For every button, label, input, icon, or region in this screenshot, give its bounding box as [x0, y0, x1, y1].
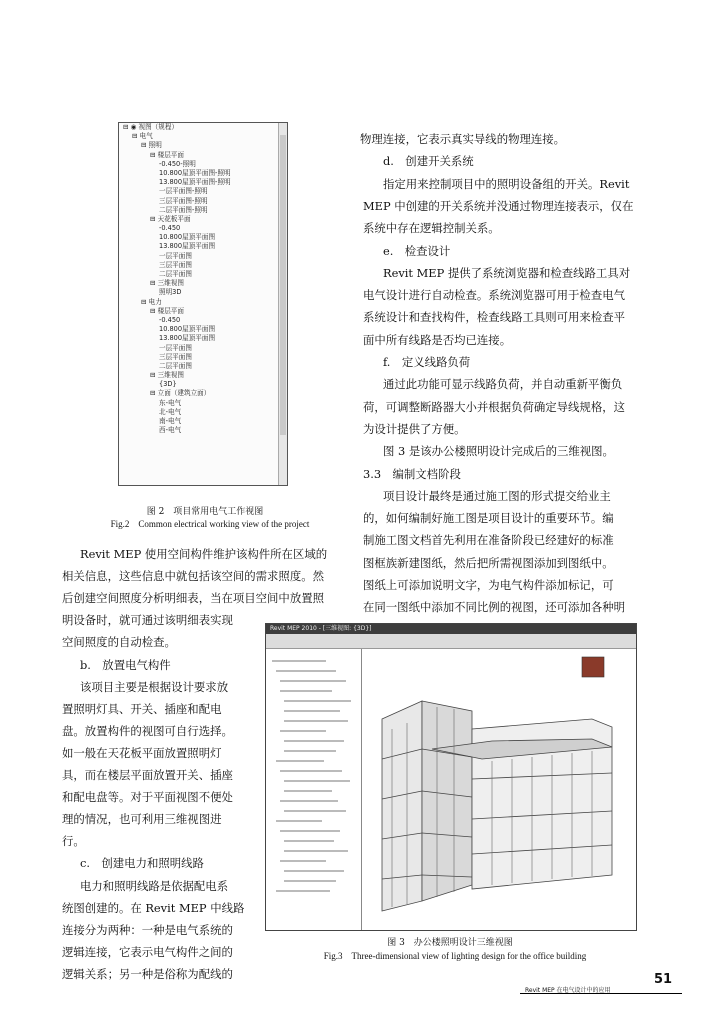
left-paragraph-line: 具，而在楼层平面放置开关、插座 — [62, 768, 233, 782]
figure2-caption-en: Fig.2 Common electrical working view of the project — [110, 519, 310, 529]
tree-item[interactable]: 南-电气 — [159, 417, 182, 425]
figure3-screenshot — [265, 623, 637, 931]
right-paragraph-line: 制施工图文档首先利用在准备阶段已经建好的标准 — [363, 533, 614, 548]
right-paragraph-line: MEP 中创建的开关系统并没通过物理连接表示，仅在 — [363, 198, 634, 213]
left-paragraph-line: 相关信息，这些信息中就包括该空间的需求照度。然 — [62, 569, 324, 584]
left-paragraph-line: 电力和照明线路是依据配电系 — [80, 878, 229, 893]
left-paragraph-line: c. 创建电力和照明线路 — [80, 856, 204, 871]
tree-item[interactable]: ⊟ 照明 — [141, 141, 162, 150]
figure3-window-title: Revit MEP 2010 - [三维视图: {3D}] — [266, 624, 636, 634]
running-title: Revit MEP 在电气设计中的应用 — [525, 987, 611, 994]
figure3-toolbar — [266, 634, 636, 649]
right-paragraph-line: d. 创建开关系统 — [383, 154, 474, 169]
tree-item[interactable]: 13.800屋顶平面图 — [159, 334, 216, 343]
figure2-caption-cn: 图 2 项目常用电气工作视图 — [146, 507, 264, 517]
left-paragraph-line: 连接分为两种：一种是电气系统的 — [62, 922, 233, 937]
tree-item[interactable]: 三层平面图 — [159, 260, 192, 269]
right-paragraph-line: f. 定义线路负荷 — [383, 355, 471, 369]
tree-item[interactable]: ⊟ 电气 — [132, 132, 153, 141]
tree-item[interactable]: ⊟ ◉ 视图（规程） — [123, 123, 179, 131]
tree-item[interactable]: 二层平面图 — [159, 361, 192, 370]
left-paragraph-line: 和配电盘等。对于平面视图不便处 — [62, 790, 233, 805]
tree-item[interactable]: {3D} — [159, 380, 177, 389]
left-paragraph-line: 盘。放置构件的视图可自行选择。 — [62, 723, 233, 738]
tree-item[interactable]: 10.800屋顶平面图-照明 — [159, 168, 231, 177]
right-paragraph-line: 的，如何编制好施工图是项目设计的重要环节。编 — [363, 511, 614, 526]
right-paragraph-line: 系统设计和查找构件，检查线路工具则可用来检查平 — [363, 310, 625, 325]
left-paragraph-line: 空间照度的自动检查。 — [62, 635, 176, 650]
tree-item[interactable]: 东-电气 — [159, 398, 182, 407]
tree-item[interactable]: 一层平面图 — [159, 251, 192, 260]
left-paragraph-line: 如一般在天花板平面放置照明灯 — [62, 745, 222, 760]
left-paragraph-line: 行。 — [62, 834, 85, 849]
viewcube-icon[interactable] — [582, 657, 604, 677]
right-paragraph-line: 指定用来控制项目中的照明设备组的开关。Revit — [383, 176, 630, 191]
tree-item[interactable]: ⊟ 三维视图 — [150, 279, 184, 288]
right-paragraph-line: 项目设计最终是通过施工图的形式提交给业主 — [383, 488, 611, 503]
tree-item[interactable]: -0.450 — [159, 224, 181, 233]
page-number: 51 — [654, 972, 673, 987]
tree-item[interactable]: -0.450 — [159, 315, 181, 324]
tree-item[interactable]: ⊟ 三维视图 — [150, 371, 184, 380]
tree-item[interactable]: 西-电气 — [159, 426, 182, 435]
tree-item[interactable]: 10.800屋顶平面图 — [159, 325, 216, 334]
tree-item[interactable]: 照明3D — [159, 288, 182, 297]
right-paragraph-line: 通过此功能可显示线路负荷，并自动重新平衡负 — [383, 377, 623, 392]
right-paragraph-line: 物理连接，它表示真实导线的物理连接。 — [360, 132, 566, 146]
left-paragraph-line: 该项目主要是根据设计要求放 — [80, 679, 229, 694]
figure2-project-browser — [118, 122, 288, 486]
tree-item[interactable]: 三层平面图-照明 — [159, 196, 208, 205]
tree-item[interactable]: ⊟ 楼层平面 — [150, 150, 184, 159]
left-paragraph-line: 统图创建的。在 Revit MEP 中线路 — [62, 900, 245, 915]
left-paragraph-line: 后创建空间照度分析明细表，当在项目空间中放置照 — [62, 591, 324, 606]
tree-item[interactable]: -0.450-照明 — [159, 159, 196, 168]
right-paragraph-line: 为设计提供了方便。 — [363, 421, 466, 436]
left-paragraph-line: 理的情况，也可利用三维视图进 — [62, 812, 222, 827]
tree-item[interactable]: 一层平面图-照明 — [159, 187, 208, 196]
tree-item[interactable]: 北-电气 — [159, 407, 182, 416]
right-paragraph-line: 图 3 是该办公楼照明设计完成后的三维视图。 — [383, 444, 614, 459]
right-paragraph-line: 电气设计进行自动检查。系统浏览器可用于检查电气 — [363, 288, 625, 303]
right-paragraph-line: e. 检查设计 — [383, 243, 451, 258]
right-paragraph-line: 在同一图纸中添加不同比例的视图，还可添加各种明 — [363, 600, 625, 615]
tree-item[interactable]: 10.800屋顶平面图 — [159, 233, 216, 242]
right-paragraph-line: Revit MEP 提供了系统浏览器和检查线路工具对 — [383, 265, 631, 280]
tree-item[interactable]: ⊟ 天花板平面 — [150, 214, 191, 223]
tree-item[interactable]: ⊟ 楼层平面 — [150, 306, 184, 315]
tree-item[interactable]: ⊟ 立面（建筑立面） — [150, 389, 211, 398]
tree-item[interactable]: 二层平面图-照明 — [159, 205, 208, 214]
tree-item[interactable]: 13.800屋顶平面图 — [159, 242, 216, 251]
tree-item[interactable]: 13.800屋顶平面图-照明 — [159, 178, 231, 187]
left-paragraph-line: b. 放置电气构件 — [80, 657, 171, 672]
tree-item[interactable]: 三层平面图 — [159, 352, 192, 361]
right-paragraph-line: 3.3 编制文档阶段 — [363, 466, 461, 481]
figure3-browser-pane — [266, 649, 362, 930]
right-paragraph-line: 系统中存在逻辑控制关系。 — [363, 221, 500, 236]
left-paragraph-line: 明设备时，就可通过该明细表实现 — [62, 613, 233, 628]
tree-item[interactable]: 一层平面图 — [159, 343, 192, 352]
right-paragraph-line: 图纸上可添加说明文字，为电气构件添加标记，可 — [363, 578, 614, 592]
left-paragraph-line: 逻辑关系；另一种是俗称为配线的 — [62, 966, 233, 981]
tree-item[interactable]: ⊟ 电力 — [141, 297, 162, 306]
figure3-caption-cn: 图 3 办公楼照明设计三维视图 — [387, 938, 513, 948]
figure3-browser-lines — [266, 649, 361, 929]
left-paragraph-line: 逻辑连接，它表示电气构件之间的 — [62, 944, 233, 959]
building-3d-model — [362, 649, 636, 929]
left-paragraph-line: 置照明灯具、开关、插座和配电 — [62, 701, 222, 716]
left-paragraph-line: Revit MEP 使用空间构件维护该构件所在区域的 — [80, 547, 328, 561]
figure3-3d-view — [362, 649, 636, 930]
right-paragraph-line: 面中所有线路是否均已连接。 — [363, 332, 512, 347]
right-paragraph-line: 荷，可调整断路器大小并根据负荷确定导线规格，这 — [363, 399, 625, 414]
right-paragraph-line: 图框族新建图纸，然后把所需视图添加到图纸中。 — [363, 555, 614, 570]
figure3-caption-en: Fig.3 Three-dimensional view of lighting design for the office building — [323, 951, 587, 961]
tree-item[interactable]: 二层平面图 — [159, 270, 192, 278]
